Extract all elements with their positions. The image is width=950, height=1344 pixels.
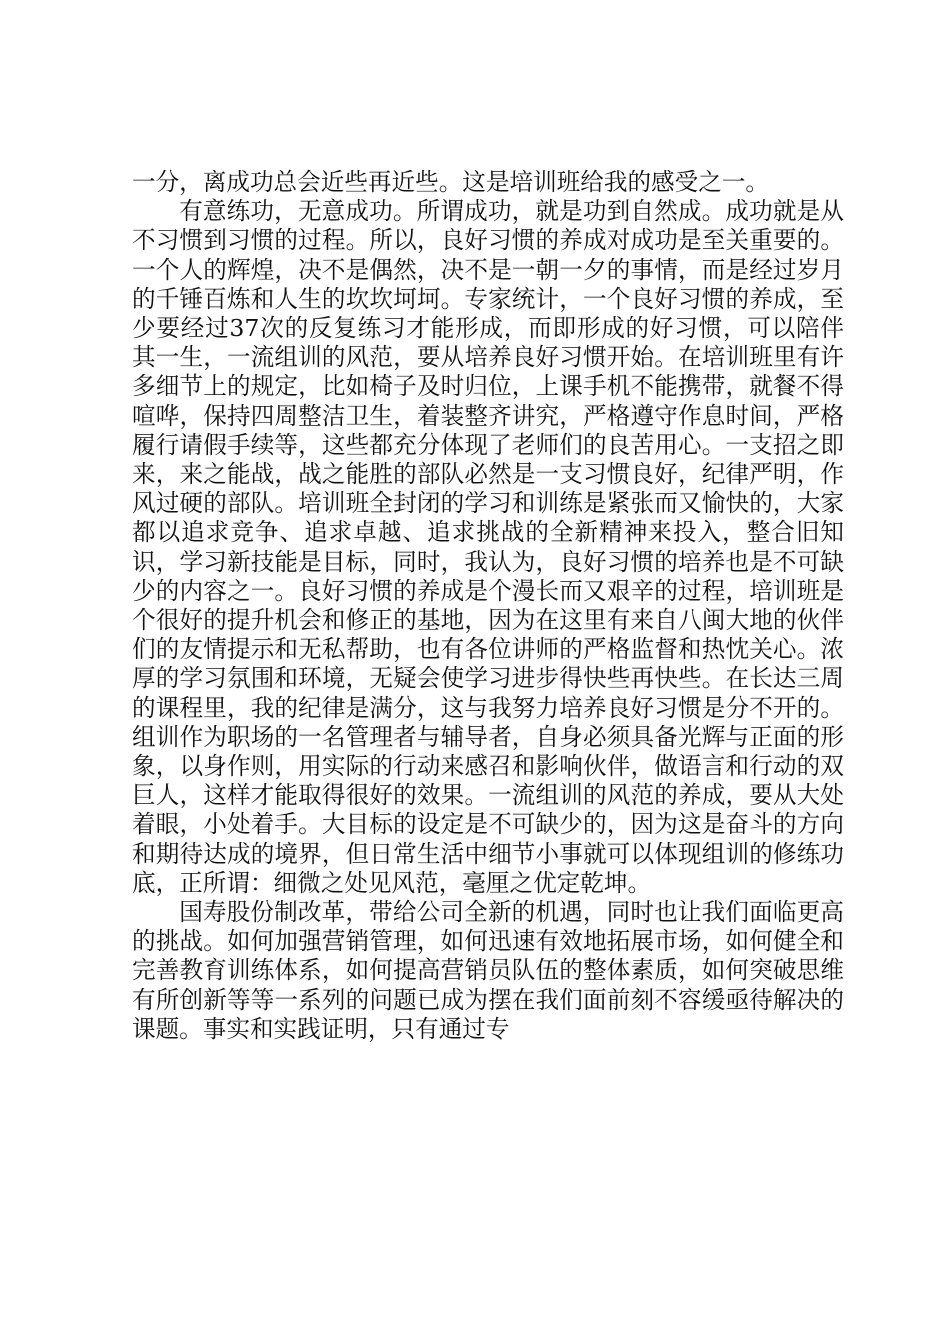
paragraph-3: 国寿股份制改革，带给公司全新的机遇，同时也让我们面临更高的挑战。如何加强营销管理，如何迅速有效地拓展市场，如何健全和完善教育训练体系，如何提高营销员队伍的整体素质，如何突破思维有所创新等等一系列的问题已成为摆在我们面前刻不容缓亟待解决的课题。事实和实践证明，只有通过专 bbox=[132, 898, 844, 1043]
paragraph-1: 一分，离成功总会近些再近些。这是培训班给我的感受之一。 bbox=[132, 168, 770, 196]
document-page bbox=[132, 168, 844, 1044]
paragraph-2: 有意练功，无意成功。所谓成功，就是功到自然成。成功就是从不习惯到习惯的过程。所以，良好习惯的养成对成功是至关重要的。一个人的辉煌，决不是偶然，决不是一朝一夕的事情，而是经过岁月的千锤百炼和人生的坎坎坷坷。专家统计，一个良好习惯的养成，至少要经过37次的反复练习才能形成，而即形成的好习惯，可以陪伴其一生，一流组训的风范，要从培养良好习惯开始。在培训班里有许多细节上的规定，比如椅子及时归位，上课手机不能携带，就餐不得喧哗，保持四周整洁卫生，着装整齐讲究，严格遵守作息时间，严格履行请假手续等，这些都充分体现了老师们的良苦用心。一支招之即来，来之能战，战之能胜的部队必然是一支习惯良好，纪律严明，作风过硬的部队。培训班全封闭的学习和训练是紧张而又愉快的，大家都以追求竞争、追求卓越、追求挑战的全新精神来投入，整合旧知识，学习新技能是目标，同时，我认为，良好习惯的培养也是不可缺少的内容之一。良好习惯的养成是个漫长而又艰辛的过程，培训班是个很好的提升机会和修正的基地，因为在这里有来自八闽大地的伙伴们的友情提示和无私帮助，也有各位讲师的严格监督和热忱关心。浓厚的学习氛围和环境，无疑会使学习进步得快些再快些。在长达三周的课程里，我的纪律是满分，这与我努力培养良好习惯是分不开的。组训作为职场的一名管理者与辅导者，自身必须具备光辉与正面的形象，以身作则，用实际的行动来感召和影响伙伴，做语言和行动的双巨人，这样才能取得很好的效果。一流组训的风范的养成，要从大处着眼，小处着手。大目标的设定是不可缺少的，因为这是奋斗的方向和期待达成的境界，但日常生活中细节小事就可以体现组训的修练功底，正所谓：细微之处见风范，毫厘之优定乾坤。 bbox=[132, 197, 844, 897]
